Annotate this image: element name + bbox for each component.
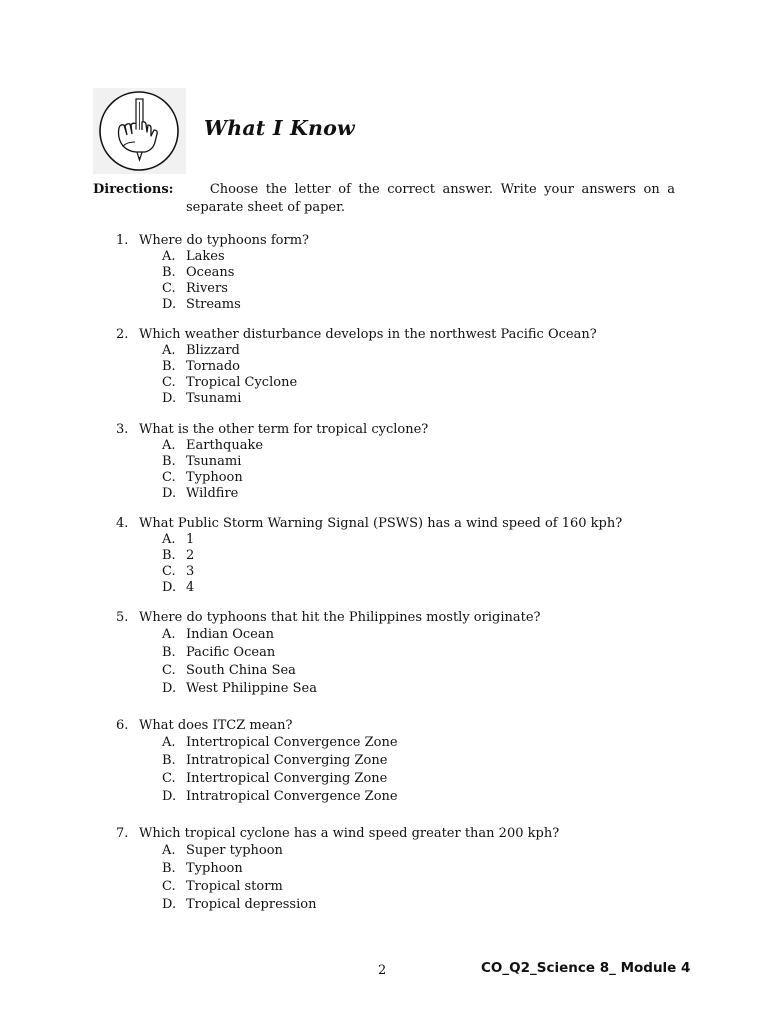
- question-3: [116, 422, 428, 502]
- question-6: [116, 718, 398, 806]
- option-b: B. 2: [162, 548, 195, 563]
- question-1: [116, 233, 309, 313]
- question-text: Where do typhoons form?: [139, 233, 309, 248]
- directions-label: Directions:: [93, 182, 174, 197]
- directions-line2: separate sheet of paper.: [186, 200, 346, 215]
- question-number: 6.: [116, 718, 129, 733]
- option-c: C. Typhoon: [162, 470, 243, 485]
- question-number: 4.: [116, 516, 129, 531]
- option-c: C. Tropical Cyclone: [162, 375, 298, 390]
- option-d: D. Wildfire: [162, 486, 239, 501]
- option-d: D. Intratropical Convergence Zone: [162, 789, 398, 804]
- question-number: 1.: [116, 233, 129, 248]
- option-b: B. Tsunami: [162, 454, 242, 469]
- option-d: D. West Philippine Sea: [162, 681, 317, 696]
- module-code: CO_Q2_Science 8_ Module 4: [481, 960, 691, 976]
- option-a: A. Intertropical Convergence Zone: [162, 735, 398, 750]
- option-d: D. Streams: [162, 297, 241, 312]
- option-c: C. Intertropical Converging Zone: [162, 771, 388, 786]
- page-number: 2: [378, 963, 387, 978]
- option-d: D. Tropical depression: [162, 897, 317, 912]
- option-b: B. Tornado: [162, 359, 240, 374]
- option-b: B. Typhoon: [162, 861, 243, 876]
- question-number: 7.: [116, 826, 129, 841]
- option-d: D. 4: [162, 580, 195, 595]
- question-text: Which tropical cyclone has a wind speed greater than 200 kph?: [139, 826, 560, 841]
- question-text: Which weather disturbance develops in the northwest Pacific Ocean?: [139, 327, 597, 342]
- option-b: B. Intratropical Converging Zone: [162, 753, 388, 768]
- question-5: [116, 610, 541, 698]
- option-b: B. Oceans: [162, 265, 235, 280]
- page-title: What I Know: [204, 116, 355, 140]
- question-number: 3.: [116, 422, 129, 437]
- question-text: What Public Storm Warning Signal (PSWS) has a wind speed of 160 kph?: [139, 516, 623, 531]
- section-header: [93, 88, 513, 174]
- option-a: A. Lakes: [162, 249, 225, 264]
- option-b: B. Pacific Ocean: [162, 645, 276, 660]
- option-a: A. Earthquake: [162, 438, 264, 453]
- question-text: What is the other term for tropical cyclone?: [139, 422, 429, 437]
- option-c: C. 3: [162, 564, 195, 579]
- option-d: D. Tsunami: [162, 391, 242, 406]
- option-a: A. Blizzard: [162, 343, 240, 358]
- option-c: C. Rivers: [162, 281, 228, 296]
- question-4: [116, 516, 622, 596]
- question-7: [116, 826, 559, 914]
- option-a: A. Indian Ocean: [162, 627, 274, 642]
- directions-line1: Choose the letter of the correct answer. Write your answers on a: [209, 182, 675, 197]
- question-text: Where do typhoons that hit the Philippines mostly originate?: [139, 610, 541, 625]
- option-a: A. Super typhoon: [162, 843, 283, 858]
- question-number: 5.: [116, 610, 129, 625]
- option-a: A. 1: [162, 532, 195, 547]
- hand-pencil-icon: [93, 88, 186, 174]
- question-2: [116, 327, 597, 407]
- question-number: 2.: [116, 327, 129, 342]
- option-c: C. South China Sea: [162, 663, 296, 678]
- directions: [93, 181, 675, 217]
- option-c: C. Tropical storm: [162, 879, 283, 894]
- question-text: What does ITCZ mean?: [139, 718, 293, 733]
